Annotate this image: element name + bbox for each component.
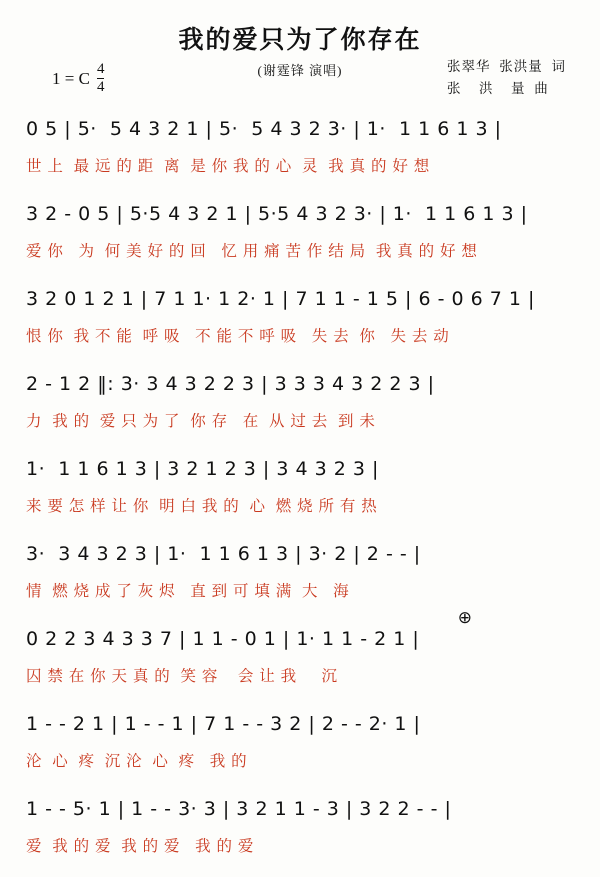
lyrics-row: [26, 324, 574, 346]
lyrics-text: 囚 禁 在 你 天 真 的 笑 容 会 让 我 沉: [26, 668, 339, 685]
notation-row: [26, 282, 574, 312]
notation-row: [26, 112, 574, 142]
notation-row: [26, 367, 574, 397]
music-system: [0, 367, 600, 452]
lyrics-row: [26, 749, 574, 771]
music-system: [0, 537, 600, 622]
notation-text: 3 2 - 0 5 | 5·5 4 3 2 1 | 5·5 4 3 2 3· | 1· 1 1 6 1 3 |: [26, 203, 528, 225]
lyrics-row: [26, 409, 574, 431]
notation-text: 0 2 2 3 4 3 3 7 | 1 1 - 0 1 | 1· 1 1 - 2 1 |: [26, 628, 420, 650]
credit-line-2: 张 洪 量 曲: [447, 81, 549, 96]
notation-row: [26, 197, 574, 227]
lyrics-text: 世 上 最 远 的 距 离 是 你 我 的 心 灵 我 真 的 好 想: [26, 158, 431, 175]
lyrics-row: [26, 154, 574, 176]
notation-row: [26, 452, 574, 482]
lyrics-text: 来 要 怎 样 让 你 明 白 我 的 心 燃 烧 所 有 热: [26, 498, 378, 515]
notation-text: 3· 3 4 3 2 3 | 1· 1 1 6 1 3 | 3· 2 | 2 - - |: [26, 543, 421, 565]
lyrics-row: [26, 664, 574, 686]
music-system: [0, 282, 600, 367]
music-system: [0, 707, 600, 792]
lyrics-row: [26, 834, 574, 856]
time-denominator: 4: [96, 79, 105, 95]
lyrics-text: 情 燃 烧 成 了 灰 烬 直 到 可 填 满 大 海: [26, 583, 350, 600]
key-signature: [52, 62, 104, 95]
credit-line-1: 张翠华 张洪量 词: [447, 59, 566, 74]
lyrics-text: 爱 你 为 何 美 好 的 回 忆 用 痛 苦 作 结 局 我 真 的 好 想: [26, 243, 478, 260]
time-numerator: 4: [96, 61, 105, 77]
performer-line: (谢霆锋 演唱): [257, 63, 343, 78]
page-title: 我的爱只为了你存在: [178, 27, 422, 54]
lyrics-text: 沦 心 疼 沉 沦 心 疼 我 的: [26, 753, 248, 770]
notation-text: 1· 1 1 6 1 3 | 3 2 1 2 3 | 3 4 3 2 3 |: [26, 458, 379, 480]
music-systems: [0, 112, 600, 877]
lyrics-text: 爱 我 的 爱 我 的 爱 我 的 爱: [26, 838, 255, 855]
music-system: [0, 608, 600, 707]
music-system: [0, 792, 600, 877]
notation-row: [26, 707, 574, 737]
lyrics-text: 力 我 的 爱 只 为 了 你 存 在 从 过 去 到 未: [26, 413, 376, 430]
notation-text: 3 2 0 1 2 1 | 7 1 1· 1 2· 1 | 7 1 1 - 1 5 | 6 - 0 6 7 1 |: [26, 288, 535, 310]
lyrics-row: [26, 494, 574, 516]
key-label: 1 = C: [52, 68, 90, 88]
notation-row: [26, 537, 574, 567]
notation-text: 1 - - 5· 1 | 1 - - 3· 3 | 3 2 1 1 - 3 | 3 2 2 - - |: [26, 798, 452, 820]
music-system: [0, 452, 600, 537]
time-signature: [97, 62, 105, 95]
notation-row: [26, 792, 574, 822]
music-system: [0, 197, 600, 282]
notation-text: 1 - - 2 1 | 1 - - 1 | 7 1 - - 3 2 | 2 - - 2· 1 |: [26, 713, 421, 735]
notation-text: 0 5 | 5· 5 4 3 2 1 | 5· 5 4 3 2 3· | 1· 1 1 6 1 3 |: [26, 118, 502, 140]
lyrics-row: [26, 579, 574, 601]
music-system: [0, 112, 600, 197]
lyrics-text: 恨 你 我 不 能 呼 吸 不 能 不 呼 吸 失 去 你 失 去 动: [26, 328, 450, 345]
notation-row: [26, 622, 574, 652]
lyrics-row: [26, 239, 574, 261]
coda-icon: ⊕: [457, 608, 472, 627]
notation-text: 2 - 1 2 ‖: 3· 3 4 3 2 2 3 | 3 3 3 4 3 2 2 3 |: [26, 373, 435, 395]
credits: [447, 56, 566, 100]
